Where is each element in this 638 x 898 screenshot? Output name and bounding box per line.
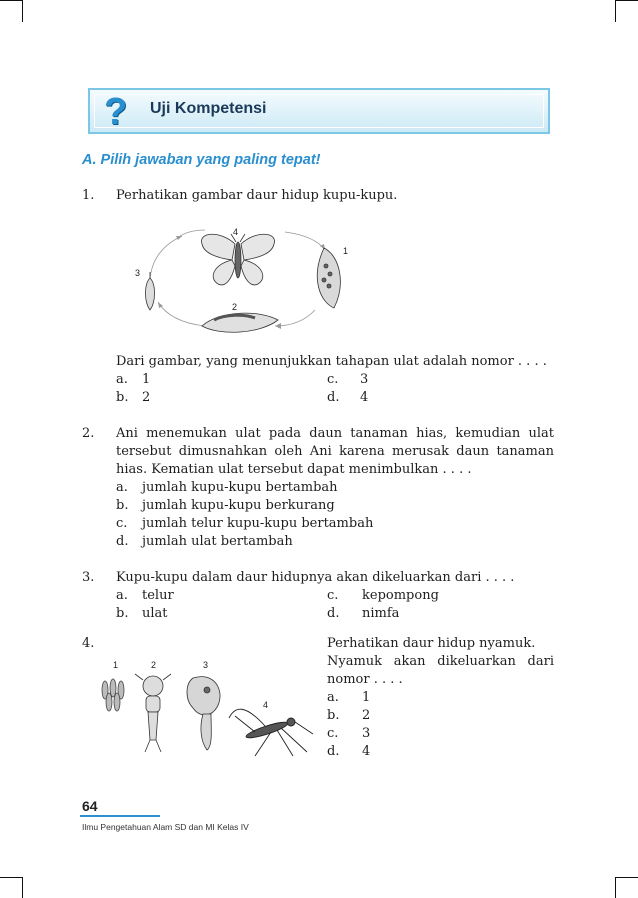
q4-figure-label: 3 bbox=[203, 660, 209, 670]
butterfly-drawing bbox=[202, 234, 275, 285]
q4-number: 4. bbox=[82, 636, 95, 651]
q4-option-text: 1 bbox=[362, 690, 371, 705]
q4-option-letter: c. bbox=[327, 726, 339, 741]
crop-mark bbox=[615, 0, 616, 22]
crop-mark bbox=[615, 877, 616, 898]
q3-option-text: ulat bbox=[142, 606, 168, 621]
q3-number: 3. bbox=[82, 570, 95, 585]
q1-option-letter: a. bbox=[116, 372, 128, 387]
q4-figure-label: 4 bbox=[263, 700, 269, 710]
q3-option-letter: d. bbox=[327, 606, 340, 621]
section-heading: A. Pilih jawaban yang paling tepat! bbox=[82, 152, 321, 168]
q2-option-letter: d. bbox=[116, 534, 129, 549]
q1-number: 1. bbox=[82, 188, 95, 203]
adult-mosquito-drawing bbox=[229, 709, 313, 756]
q1-question: Dari gambar, yang menunjukkan tahapan ulat adalah nomor . . . . bbox=[116, 354, 547, 369]
footer-rule bbox=[80, 815, 160, 817]
q1-text: Perhatikan gambar daur hidup kupu-kupu. bbox=[116, 188, 398, 203]
q4-option-text: 4 bbox=[362, 744, 371, 759]
q3-option-text: nimfa bbox=[362, 606, 400, 621]
q4-option-letter: a. bbox=[327, 690, 339, 705]
cycle-arrow bbox=[285, 232, 325, 250]
leaf-with-caterpillar-drawing bbox=[202, 313, 278, 332]
q2-option-letter: b. bbox=[116, 498, 129, 513]
q2-option-letter: a. bbox=[116, 480, 128, 495]
crop-mark bbox=[22, 877, 23, 898]
q1-figure-label: 4 bbox=[233, 227, 239, 237]
cycle-arrow-head bbox=[158, 302, 163, 308]
mosquito-lifecycle-figure bbox=[95, 660, 320, 760]
q1-option-letter: d. bbox=[327, 390, 340, 405]
q1-option-letter: c. bbox=[327, 372, 339, 387]
q2-option-text: jumlah kupu-kupu bertambah bbox=[142, 480, 338, 495]
mosquito-larva-drawing bbox=[135, 674, 171, 752]
question-mark-icon: ? bbox=[104, 91, 128, 133]
q2-number: 2. bbox=[82, 426, 95, 441]
q4-text-line: nomor . . . . bbox=[327, 672, 403, 687]
q1-option-text: 2 bbox=[142, 390, 151, 405]
q1-figure-label: 1 bbox=[343, 246, 349, 256]
q4-option-letter: b. bbox=[327, 708, 340, 723]
mosquito-pupa-drawing bbox=[187, 677, 220, 750]
q4-option-text: 3 bbox=[362, 726, 371, 741]
page-number: 64 bbox=[82, 798, 98, 814]
q2-text-line: Ani menemukan ulat pada daun tanaman hias, kemudian ulat bbox=[116, 426, 554, 441]
crop-mark bbox=[0, 0, 22, 1]
crop-mark bbox=[616, 877, 638, 878]
mosquito-eggs-drawing bbox=[102, 679, 124, 711]
q3-option-letter: c. bbox=[327, 588, 339, 603]
butterfly-lifecycle-figure bbox=[110, 222, 370, 342]
q2-option-text: jumlah telur kupu-kupu bertambah bbox=[142, 516, 374, 531]
q2-option-letter: c. bbox=[116, 516, 128, 531]
leaf-with-eggs-drawing bbox=[317, 248, 340, 308]
q3-option-text: telur bbox=[142, 588, 174, 603]
q1-option-letter: b. bbox=[116, 390, 129, 405]
q4-text-line: Perhatikan daur hidup nyamuk. bbox=[327, 636, 536, 651]
cycle-arrow-head bbox=[176, 236, 182, 240]
pupa-drawing bbox=[146, 272, 155, 310]
q1-option-text: 3 bbox=[360, 372, 369, 387]
banner-title: Uji Kompetensi bbox=[150, 100, 267, 117]
cycle-arrow bbox=[150, 236, 182, 280]
q1-option-text: 1 bbox=[142, 372, 151, 387]
crop-mark bbox=[0, 877, 22, 878]
section-banner bbox=[88, 88, 550, 134]
q3-option-text: kepompong bbox=[362, 588, 439, 603]
q3-option-letter: a. bbox=[116, 588, 128, 603]
q3-text: Kupu-kupu dalam daur hidupnya akan dikeluarkan dari . . . . bbox=[116, 570, 515, 585]
q4-figure-label: 1 bbox=[113, 660, 119, 670]
q2-option-text: jumlah ulat bertambah bbox=[142, 534, 293, 549]
q2-text-line: hias. Kematian ulat tersebut dapat menimbulkan . . . . bbox=[116, 462, 472, 477]
q2-option-text: jumlah kupu-kupu berkurang bbox=[142, 498, 335, 513]
crop-mark bbox=[22, 0, 23, 22]
q1-option-text: 4 bbox=[360, 390, 369, 405]
cycle-arrow bbox=[158, 302, 205, 326]
q1-figure-label: 3 bbox=[135, 268, 141, 278]
q2-text-line: tersebut dimusnahkan oleh Ani karena merusak daun tanaman bbox=[116, 444, 554, 459]
cycle-arrow bbox=[180, 230, 205, 236]
q4-option-letter: d. bbox=[327, 744, 340, 759]
q4-text-line: Nyamuk akan dikeluarkan dari bbox=[327, 654, 554, 669]
q3-option-letter: b. bbox=[116, 606, 129, 621]
cycle-arrow-head bbox=[275, 323, 281, 329]
crop-mark bbox=[616, 0, 638, 1]
footer-book-title: Ilmu Pengetahuan Alam SD dan MI Kelas IV bbox=[82, 822, 249, 832]
q4-figure-label: 2 bbox=[151, 660, 157, 670]
q1-figure-label: 2 bbox=[232, 302, 238, 312]
q4-option-text: 2 bbox=[362, 708, 371, 723]
